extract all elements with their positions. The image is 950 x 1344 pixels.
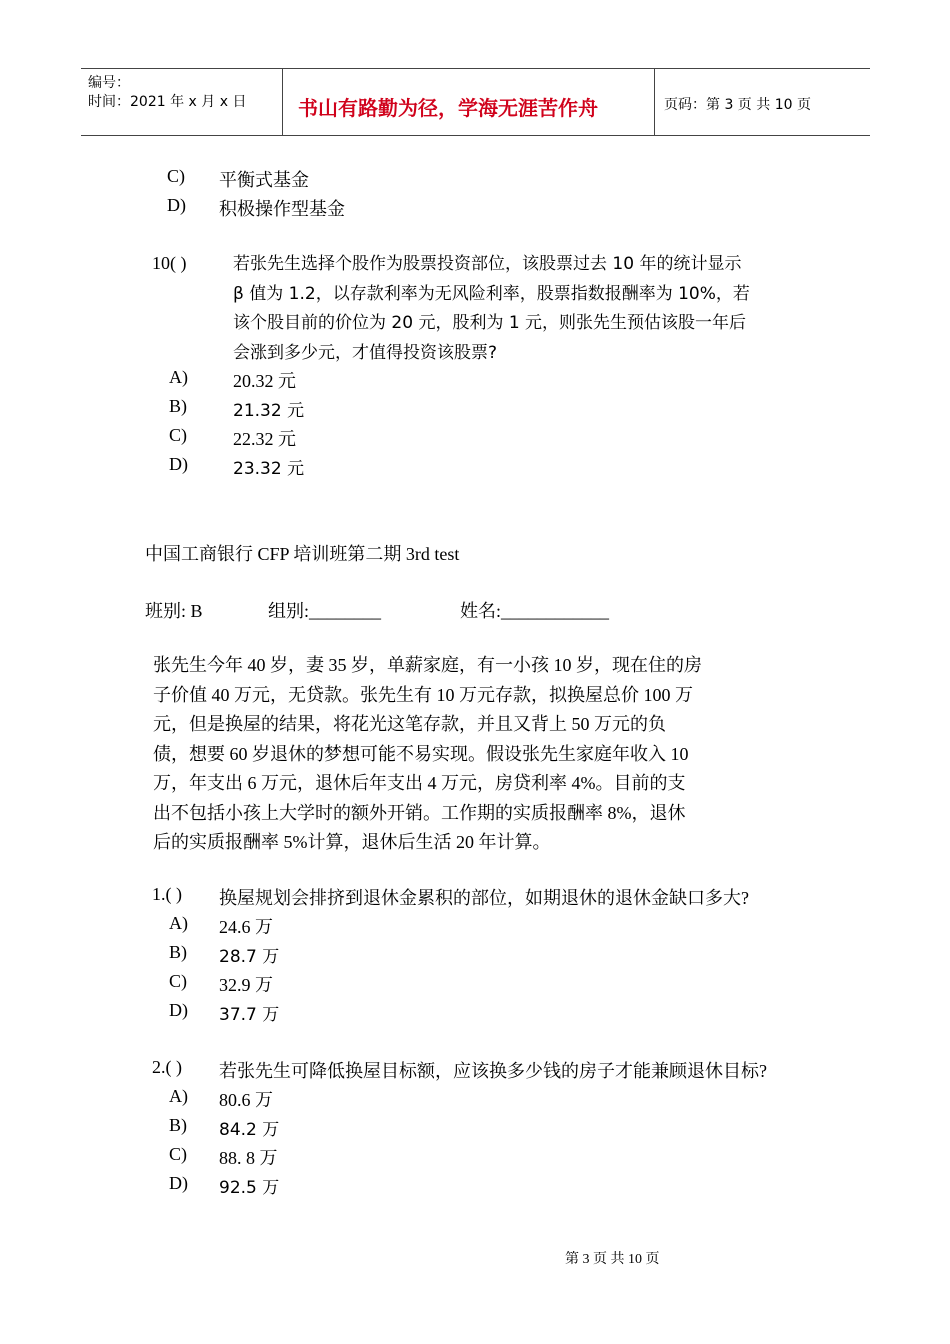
q9-option-d-text: 积极操作型基金	[219, 199, 345, 219]
header-page-label: 页码：第 3 页 共 10 页	[664, 97, 811, 113]
q10-text-line: 若张先生选择个股作为股票投资部位，该股票过去 10 年的统计显示	[233, 254, 742, 274]
q1-option-d-letter: D)	[169, 1000, 188, 1020]
q10-option-a-letter: A)	[169, 367, 188, 387]
header-time-label: 时间：2021 年 x 月 x 日	[88, 94, 247, 110]
q10-text-line: 该个股目前的价位为 20 元，股利为 1 元，则张先生预估该股一年后	[233, 313, 747, 333]
header-bottom-border	[81, 135, 870, 136]
q10-option-d-letter: D)	[169, 454, 188, 474]
q1-number: 1.( )	[152, 884, 182, 904]
q1-option-b-text: 28.7 万	[219, 947, 280, 967]
page-footer: 第 3 页 共 10 页	[565, 1252, 660, 1267]
case-line: 债，想要 60 岁退休的梦想可能不易实现。假设张先生家庭年收入 10	[153, 743, 689, 764]
q1-text: 换屋规划会排挤到退休金累积的部位，如期退休的退休金缺口多大?	[219, 888, 749, 908]
name-label: 姓名:____________	[460, 601, 610, 621]
case-paragraph	[153, 651, 743, 858]
q1-option-a-text: 24.6 万	[219, 917, 273, 937]
q2-option-d-letter: D)	[169, 1173, 188, 1193]
q9-option-c-text: 平衡式基金	[219, 170, 309, 190]
q2-option-d-text: 92.5 万	[219, 1178, 280, 1198]
header-number-label: 编号：	[88, 75, 130, 91]
header-top-border	[81, 68, 870, 69]
q2-option-a-text: 80.6 万	[219, 1090, 273, 1110]
q10-text-line: 会涨到多少元，才值得投资该股票?	[233, 342, 498, 363]
case-line: 子价值 40 万元，无贷款。张先生有 10 万元存款，拟换屋总价 100 万	[153, 684, 693, 705]
q10-option-b-letter: B)	[169, 396, 187, 416]
q1-option-a-letter: A)	[169, 913, 188, 933]
group-label: 组别:________	[268, 601, 382, 621]
class-label: 班别: B	[145, 601, 203, 621]
q10-text	[233, 250, 823, 368]
q9-option-c-letter: C)	[167, 166, 185, 186]
q10-option-c-letter: C)	[169, 425, 187, 445]
header-motto: 书山有路勤为径，学海无涯苦作舟	[298, 96, 598, 120]
q2-option-c-text: 88. 8 万	[219, 1148, 278, 1168]
case-line: 后的实质报酬率 5%计算，退休后生活 20 年计算。	[153, 832, 551, 852]
q9-option-d-letter: D)	[167, 195, 186, 215]
q2-option-a-letter: A)	[169, 1086, 188, 1106]
q1-option-d-text: 37.7 万	[219, 1005, 280, 1025]
q10-option-b-text: 21.32 元	[233, 401, 305, 421]
header-divider-right	[654, 68, 655, 136]
q10-option-c-text: 22.32 元	[233, 429, 296, 449]
header-divider-left	[282, 68, 283, 136]
section-title: 中国工商银行 CFP 培训班第二期 3rd test	[145, 544, 460, 564]
q2-option-c-letter: C)	[169, 1144, 187, 1164]
q1-option-b-letter: B)	[169, 942, 187, 962]
q2-option-b-text: 84.2 万	[219, 1120, 280, 1140]
q1-option-c-letter: C)	[169, 971, 187, 991]
case-line: 张先生今年 40 岁，妻 35 岁，单薪家庭，有一小孩 10 岁，现在住的房	[153, 655, 702, 675]
q1-option-c-text: 32.9 万	[219, 975, 273, 995]
q2-option-b-letter: B)	[169, 1115, 187, 1135]
q10-number: 10( )	[152, 253, 187, 273]
q10-option-d-text: 23.32 元	[233, 459, 305, 479]
q10-option-a-text: 20.32 元	[233, 371, 296, 391]
case-line: 出不包括小孩上大学时的额外开销。工作期的实质报酬率 8%，退休	[153, 802, 686, 823]
case-line: 万，年支出 6 万元，退休后年支出 4 万元，房贷利率 4%。目前的支	[153, 773, 686, 793]
case-line: 元，但是换屋的结果，将花光这笔存款，并且又背上 50 万元的负	[153, 714, 666, 734]
q2-number: 2.( )	[152, 1057, 182, 1077]
q10-text-line: β 值为 1.2，以存款利率为无风险利率，股票指数报酬率为 10%，若	[233, 283, 750, 304]
q2-text: 若张先生可降低换屋目标额，应该换多少钱的房子才能兼顾退休目标?	[219, 1061, 767, 1081]
